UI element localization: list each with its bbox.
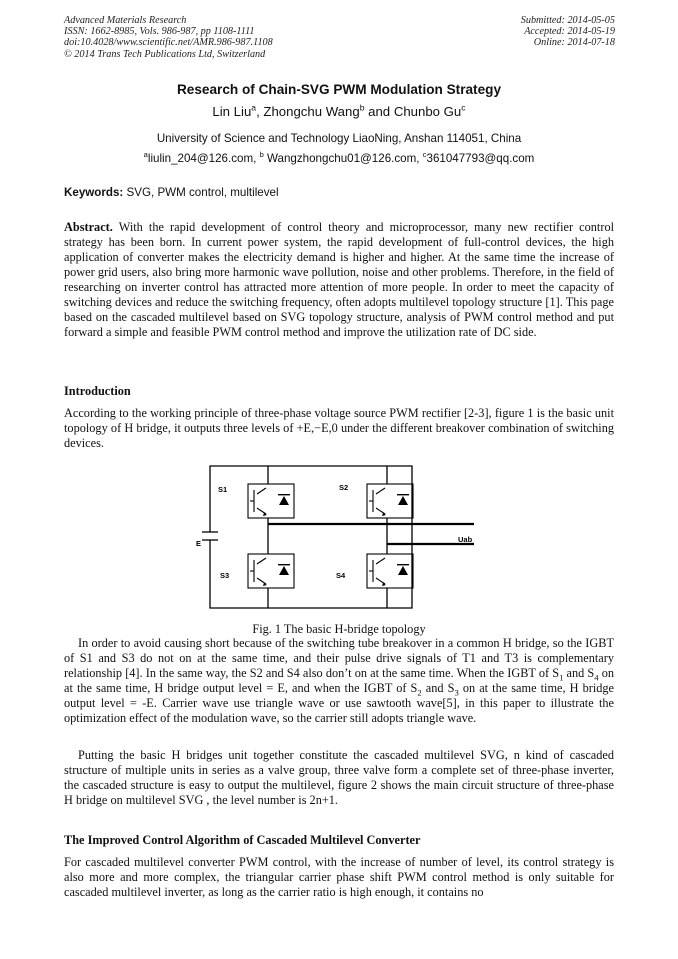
text-run: on at the same time, H bridge output level = -E. Carrier wave use triangle wave or use sawtooth wave[5], in this paper to illustrate the optimization effect of the modulation wave, so the carrier still adopts triangle wave.	[64, 681, 614, 725]
keywords-text: SVG, PWM control, multilevel	[126, 186, 279, 199]
author-name: Chunbo Gu	[393, 104, 462, 119]
author-name: Zhongchu Wang	[263, 104, 360, 119]
email-link[interactable]: 361047793@qq.com	[426, 152, 535, 165]
intro-paragraph: According to the working principle of three-phase voltage source PWM rectifier [2-3], figure 1 is the basic unit topology of H bridge, it outputs three levels of +E,−E,0 under the different breakover combination of switching devices.	[64, 406, 614, 450]
label-s3: S3	[220, 571, 230, 580]
journal-info	[64, 15, 273, 60]
email-list: $^a$liulin_204@126.com, $^b$ Wangzhongchu01@126.com, $^c$361047793@qq.com	[143, 150, 535, 165]
journal-name: Advanced Materials Research	[64, 15, 187, 26]
copyright: © 2014 Trans Tech Publications Ltd, Switzerland	[64, 48, 266, 60]
label-s1: S1	[218, 485, 228, 494]
label-s2: S2	[339, 483, 349, 492]
abstract-text: With the rapid development of control theory and microprocessor, many new rectifier control strategy has been born. In current power system, the rapid development of full-control devices, the high application of converter makes the electricity demand is higher and higher. At the same time the increase of power grid users, also bring more harmonic wave pollution, noise and other problems. Therefore, in the field of researching on inverter control has attracted more attention of more people. In order to meet the capacity of switching devices and reduce the switching frequency, often adopts multilevel topology structure [1]. This page based on the cascaded multilevel based on SVG topology structure, analysis of PWM control method and put forward a simple and feasible PWM control method and improve the utilization rate of DC side.	[64, 220, 615, 339]
keywords-line	[64, 186, 279, 199]
email-mark: b	[259, 150, 264, 160]
submitted-date: Submitted: 2014-05-05	[520, 15, 615, 26]
figure-caption: Fig. 1 The basic H-bridge topology	[252, 622, 426, 636]
label-s4: S4	[336, 571, 346, 580]
subscript: 3	[454, 687, 459, 698]
abstract-paragraph	[64, 220, 614, 340]
email-mark: c	[422, 150, 427, 160]
subscript: 4	[594, 672, 599, 683]
email-mark: a	[143, 150, 148, 160]
email-link[interactable]: liulin_204@126.com	[147, 152, 254, 165]
h-bridge-figure	[196, 460, 496, 620]
author-separator: ,	[256, 104, 264, 119]
author-name: Lin Liu	[212, 104, 252, 119]
text-run: In order to avoid causing short because of the switching tube breakover in a common H bridge, so the IGBT of S1 and S3 do not on at the same time, and their pulse drive signals of T1 and T3 is complementary relationship [4]. In the same way, the S2 and S4 also don’t on at the same time. When the IGBT of S	[64, 636, 614, 680]
section-heading-introduction: Introduction	[64, 384, 131, 398]
author-mark: a	[251, 102, 257, 113]
body-paragraph-2	[64, 636, 614, 726]
paper-title: Research of Chain-SVG PWM Modulation Strategy	[176, 82, 502, 97]
subscript: 2	[417, 687, 422, 698]
body-paragraph-3: Putting the basic H bridges unit together constitute the cascaded multilevel SVG, n kind of cascaded structure of multiple units in series as a valve group, three valve form a complete set of three-phase inverter, the cascaded structure is easy to output the multilevel, figure 2 shows the main circuit structure of three-phase H bridge on multilevel SVG , the level number is 2n+1.	[64, 748, 614, 807]
author-separator: and	[364, 104, 394, 119]
author-mark: b	[359, 102, 365, 113]
doi: doi:10.4028/www.scientific.net/AMR.986-987.1108	[64, 37, 273, 49]
dates-info	[521, 15, 615, 49]
text-run: and S	[421, 681, 455, 695]
author-mark: c	[461, 102, 466, 113]
label-uab: Uab	[458, 535, 473, 544]
section-heading-improved-control: The Improved Control Algorithm of Cascaded Multilevel Converter	[64, 833, 421, 847]
online-date: Online: 2014-07-18	[533, 37, 615, 49]
affiliation: University of Science and Technology LiaoNing, Anshan 114051, China	[156, 132, 522, 145]
keywords-label: Keywords:	[64, 186, 124, 199]
issn: ISSN: 1662-8985, Vols. 986-987, pp 1108-1111	[64, 26, 255, 38]
body-paragraph-4: For cascaded multilevel converter PWM control, with the increase of number of level, its control strategy is also more and more complex, the triangular carrier phase shift PWM control method is only suitable for cascaded multilevel inverter, as long as the carrier ratio is high enough, it contains no	[64, 855, 614, 899]
author-list	[0, 104, 678, 119]
abstract-label: Abstract.	[64, 220, 113, 234]
text-run: on at the same time, H bridge output level = E, and when the IGBT of S	[64, 666, 614, 695]
label-e: E	[196, 539, 202, 548]
accepted-date: Accepted: 2014-05-19	[524, 26, 615, 38]
subscript: 1	[559, 672, 564, 683]
text-run: and S	[563, 666, 595, 680]
email-link[interactable]: Wangzhongchu01@126.com	[267, 152, 417, 165]
